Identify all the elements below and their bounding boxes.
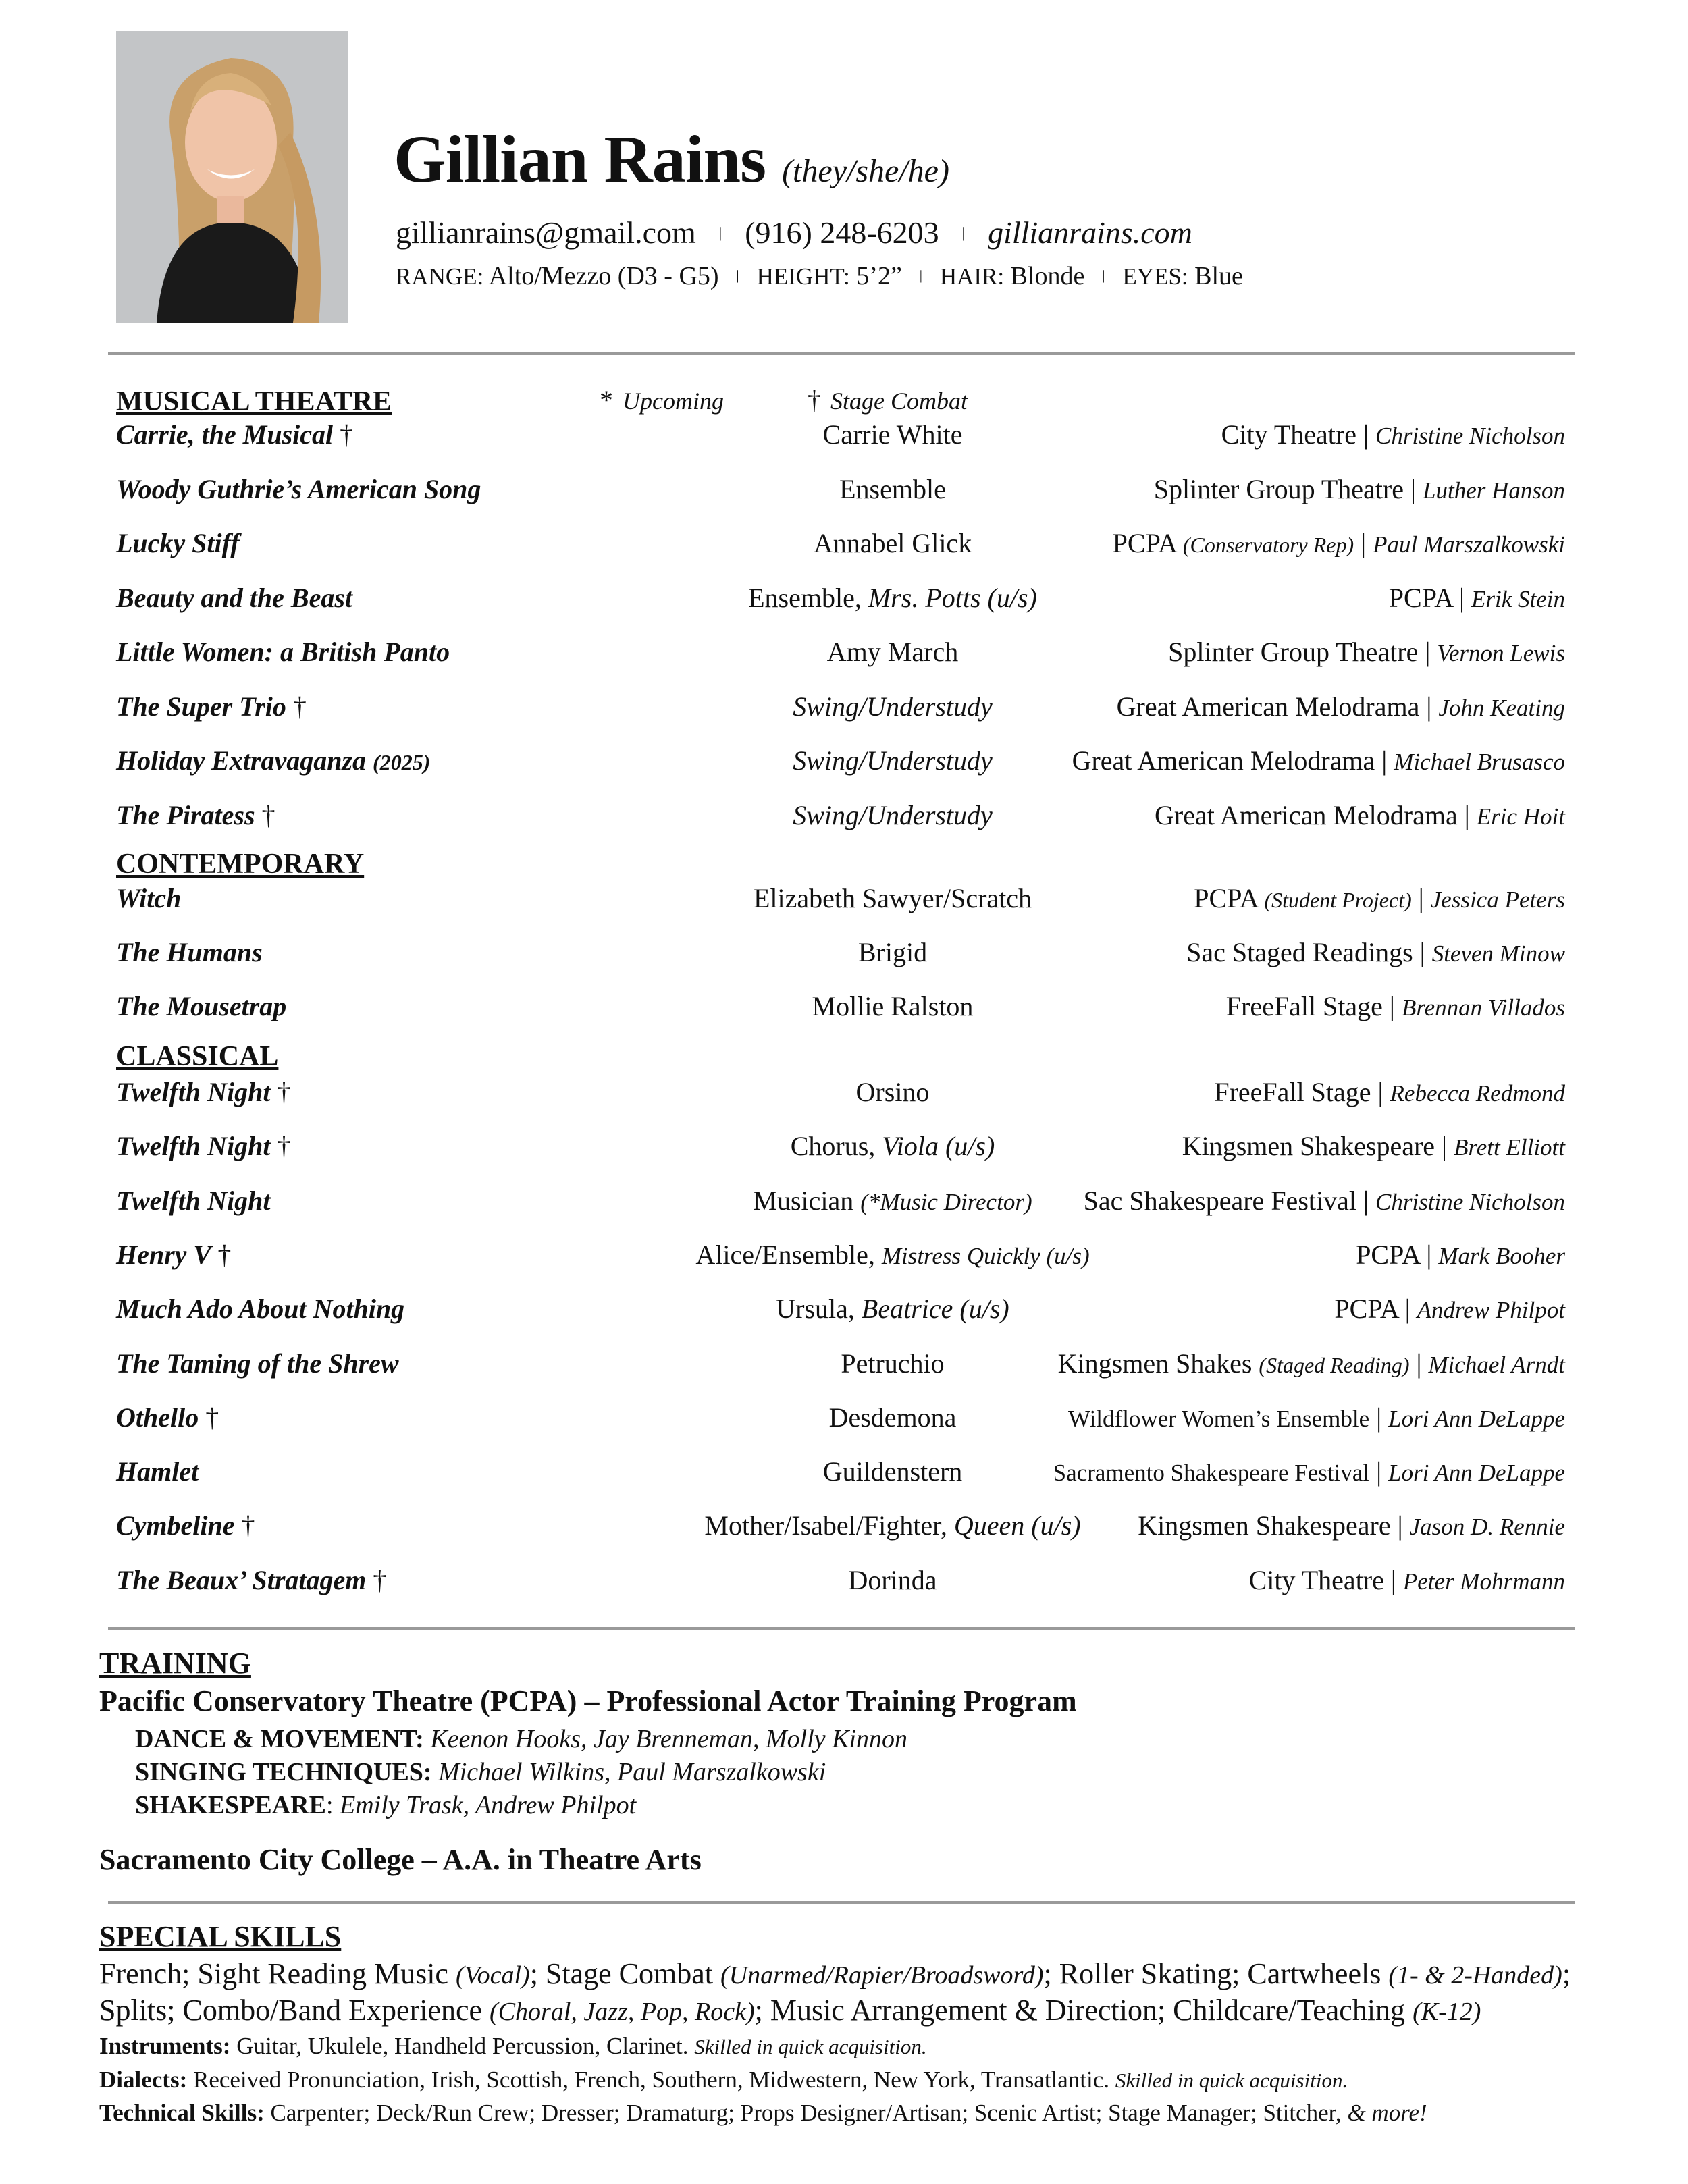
show-title: Cymbeline † bbox=[116, 1510, 255, 1541]
credit-row bbox=[116, 1564, 1565, 1607]
venue-director: Splinter Group Theatre | Luther Hanson bbox=[1153, 473, 1565, 504]
show-title: The Piratess † bbox=[116, 799, 275, 830]
dialects-note: Skilled in quick acquisition. bbox=[1115, 2069, 1348, 2092]
venue-director: PCPA | Erik Stein bbox=[1388, 582, 1565, 613]
instruments-list: Guitar, Ukulele, Handheld Percussion, Clarinet. bbox=[236, 2033, 689, 2059]
venue-director: Kingsmen Shakes (Staged Reading) | Michael Arndt bbox=[1057, 1348, 1565, 1379]
training-instructors: Keenon Hooks, Jay Brenneman, Molly Kinnon bbox=[430, 1725, 908, 1753]
venue-name: Splinter Group Theatre bbox=[1153, 473, 1404, 504]
show-title: Lucky Stiff bbox=[116, 528, 240, 558]
role-name: Guildenstern bbox=[822, 1456, 963, 1487]
show-title: Carrie, the Musical † bbox=[116, 419, 354, 450]
divider bbox=[108, 1627, 1575, 1630]
role-name: Amy March bbox=[826, 637, 959, 667]
separator: | bbox=[919, 268, 922, 284]
venue-name: PCPA bbox=[1356, 1239, 1420, 1270]
show-title: Twelfth Night bbox=[116, 1185, 271, 1216]
separator: | bbox=[736, 268, 739, 284]
director-name: Michael Brusasco bbox=[1394, 749, 1565, 775]
venue-director: City Theatre | Christine Nicholson bbox=[1221, 419, 1565, 450]
email[interactable]: gillianrains@gmail.com bbox=[396, 215, 696, 250]
stage-combat-mark: † bbox=[205, 1402, 219, 1433]
phone[interactable]: (916) 248-6203 bbox=[745, 215, 939, 250]
height-value: 5’2” bbox=[856, 262, 902, 290]
technical-list: Carpenter; Deck/Run Crew; Dresser; Dramaturg; Props Designer/Artisan; Scenic Artist; Stage Manager; Stitcher, bbox=[270, 2100, 1342, 2126]
skill-detail: (Unarmed/Rapier/Broadsword) bbox=[720, 1961, 1044, 1990]
show-title: Holiday Extravaganza (2025) bbox=[116, 745, 431, 776]
director-name: Eric Hoit bbox=[1476, 803, 1565, 830]
show-title: The Super Trio † bbox=[116, 691, 307, 722]
venue-name: Wildflower Women’s Ensemble bbox=[1067, 1405, 1370, 1432]
role-name: Chorus, Viola (u/s) bbox=[790, 1131, 995, 1162]
role-name: Ensemble bbox=[839, 473, 946, 504]
training-line-shakespeare: SHAKESPEARE: Emily Trask, Andrew Philpot bbox=[135, 1791, 637, 1819]
director-name: Michael Arndt bbox=[1428, 1351, 1565, 1378]
role-name bbox=[656, 693, 1129, 720]
show-title: Henry V † bbox=[116, 1239, 232, 1270]
role-name: Dorinda bbox=[848, 1564, 937, 1595]
show-title: Twelfth Night † bbox=[116, 1131, 291, 1162]
show-title: The Taming of the Shrew bbox=[116, 1348, 399, 1379]
director-name: Brett Elliott bbox=[1454, 1134, 1565, 1161]
role-name: Mother/Isabel/Fighter, Queen (u/s) bbox=[704, 1510, 1081, 1541]
range-label: RANGE: bbox=[396, 263, 484, 290]
stage-combat-mark: † bbox=[277, 1131, 291, 1162]
training-label: SINGING TECHNIQUES: bbox=[135, 1758, 432, 1786]
contact-line bbox=[396, 217, 1192, 248]
venue-director: Great American Melodrama | Michael Brusasco bbox=[1072, 745, 1565, 776]
credit-row bbox=[116, 993, 1565, 1034]
director-name: Steven Minow bbox=[1431, 940, 1565, 967]
venue-note: (Student Project) bbox=[1264, 888, 1412, 912]
actor-name: Gillian Rains (they/she/he) bbox=[394, 122, 949, 196]
upcoming-symbol: * bbox=[600, 385, 613, 415]
credit-row bbox=[116, 1458, 1565, 1499]
divider bbox=[108, 352, 1575, 355]
venue-note: (Staged Reading) bbox=[1259, 1352, 1410, 1377]
role-name: Alice/Ensemble, Mistress Quickly (u/s) bbox=[695, 1239, 1090, 1270]
show-title: Hamlet bbox=[116, 1456, 199, 1487]
venue-name: Kingsmen Shakespeare bbox=[1182, 1131, 1435, 1162]
venue-name: Great American Melodrama bbox=[1155, 799, 1458, 830]
venue-director: Kingsmen Shakespeare | Jason D. Rennie bbox=[1138, 1510, 1565, 1541]
hair-value: Blonde bbox=[1010, 262, 1085, 290]
separator: | bbox=[961, 224, 966, 242]
stage-combat-label: Stage Combat bbox=[830, 388, 968, 415]
venue-name: Great American Melodrama bbox=[1072, 745, 1375, 776]
venue-director: Great American Melodrama | Eric Hoit bbox=[1155, 799, 1565, 830]
role-name: Elizabeth Sawyer/Scratch bbox=[753, 883, 1032, 913]
stage-combat-mark: † bbox=[261, 799, 275, 830]
understudy-role: Queen (u/s) bbox=[953, 1510, 1081, 1541]
dialects-label: Dialects: bbox=[99, 2067, 188, 2093]
venue-name: Splinter Group Theatre bbox=[1168, 637, 1419, 667]
credit-row bbox=[116, 1350, 1565, 1391]
role-name: Ursula, Beatrice (u/s) bbox=[776, 1294, 1009, 1325]
credit-row bbox=[116, 1512, 1565, 1553]
understudy-role: Beatrice (u/s) bbox=[861, 1294, 1009, 1325]
venue-name: PCPA bbox=[1112, 528, 1176, 558]
skills-line: French; Sight Reading Music (Vocal); Stage Combat (Unarmed/Rapier/Broadsword); Roller Skating; Cartwheels (1- & 2-Handed); bbox=[99, 1957, 1571, 1990]
director-name: Brennan Villados bbox=[1401, 994, 1565, 1021]
dialects-list: Received Pronunciation, Irish, Scottish, French, Southern, Midwestern, New York, Transatlantic. bbox=[192, 2067, 1110, 2093]
stage-combat-mark: † bbox=[373, 1564, 387, 1595]
credit-row bbox=[116, 639, 1565, 679]
height-label: HEIGHT: bbox=[756, 263, 850, 290]
credit-row bbox=[116, 1185, 1565, 1228]
show-title: The Mousetrap bbox=[116, 991, 287, 1021]
instruments-label: Instruments: bbox=[99, 2033, 231, 2059]
credit-row bbox=[116, 530, 1565, 570]
director-name: Jason D. Rennie bbox=[1409, 1514, 1565, 1541]
dagger-symbol: † bbox=[807, 385, 821, 415]
director-name: Rebecca Redmond bbox=[1390, 1080, 1565, 1107]
website-link[interactable]: gillianrains.com bbox=[988, 215, 1192, 250]
pronouns: (they/she/he) bbox=[782, 153, 949, 189]
understudy-role: Swing/Understudy bbox=[793, 799, 993, 830]
credit-row bbox=[116, 693, 1565, 734]
venue-name: PCPA bbox=[1194, 883, 1258, 913]
venue-name: FreeFall Stage bbox=[1214, 1077, 1371, 1107]
credit-row bbox=[116, 747, 1565, 788]
credit-row bbox=[116, 885, 1565, 926]
credit-row bbox=[116, 1239, 1565, 1282]
training-instructors: Emily Trask, Andrew Philpot bbox=[340, 1791, 637, 1819]
show-title: Twelfth Night † bbox=[116, 1077, 291, 1107]
venue-director: Kingsmen Shakespeare | Brett Elliott bbox=[1182, 1131, 1565, 1162]
understudy-role: Swing/Understudy bbox=[793, 745, 993, 776]
director-name: Paul Marszalkowski bbox=[1373, 531, 1565, 558]
role-name bbox=[656, 747, 1129, 774]
training-label: SHAKESPEARE bbox=[135, 1791, 326, 1819]
separator: | bbox=[1102, 268, 1105, 284]
director-name: Erik Stein bbox=[1471, 585, 1565, 612]
venue-name: City Theatre bbox=[1221, 419, 1356, 450]
director-name: Luther Hanson bbox=[1423, 477, 1565, 504]
training-line-dance bbox=[135, 1726, 907, 1752]
director-name: Christine Nicholson bbox=[1375, 423, 1565, 449]
venue-name: FreeFall Stage bbox=[1225, 991, 1383, 1021]
understudy-role: Mrs. Potts (u/s) bbox=[868, 582, 1037, 613]
role-name: Petruchio bbox=[841, 1348, 945, 1379]
venue-director: FreeFall Stage | Rebecca Redmond bbox=[1214, 1077, 1565, 1107]
credit-row bbox=[116, 473, 1565, 516]
role-name: Ensemble, Mrs. Potts (u/s) bbox=[748, 582, 1037, 613]
role-name: Brigid bbox=[858, 937, 928, 967]
stage-combat-mark: † bbox=[292, 691, 307, 722]
venue-name: Sacramento Shakespeare Festival bbox=[1053, 1460, 1370, 1487]
director-name: Lori Ann DeLappe bbox=[1388, 1405, 1565, 1432]
show-title: Much Ado About Nothing bbox=[116, 1294, 405, 1325]
show-title: Little Women: a British Panto bbox=[116, 637, 450, 667]
venue-director: City Theatre | Peter Mohrmann bbox=[1248, 1564, 1565, 1595]
venue-name: Kingsmen Shakes bbox=[1057, 1348, 1252, 1379]
section-heading-contemporary: CONTEMPORARY bbox=[116, 849, 365, 880]
credit-row bbox=[116, 1079, 1565, 1119]
director-name: John Keating bbox=[1438, 694, 1565, 721]
dialects-line bbox=[99, 2068, 1348, 2092]
venue-director: PCPA (Conservatory Rep) | Paul Marszalkowski bbox=[1112, 528, 1565, 558]
technical-more: & more! bbox=[1347, 2100, 1427, 2126]
credit-row bbox=[116, 1296, 1565, 1336]
stage-combat-mark: † bbox=[241, 1510, 255, 1541]
venue-name: PCPA bbox=[1334, 1294, 1398, 1325]
venue-director: FreeFall Stage | Brennan Villados bbox=[1225, 991, 1565, 1021]
training-line-singing bbox=[135, 1759, 826, 1785]
show-note: (2025) bbox=[373, 750, 431, 774]
hair-label: HAIR: bbox=[939, 263, 1005, 290]
show-title: The Beaux’ Stratagem † bbox=[116, 1564, 387, 1595]
eyes-label: EYES: bbox=[1122, 263, 1188, 290]
skill-detail: (Vocal) bbox=[455, 1961, 530, 1990]
show-title: Othello † bbox=[116, 1402, 219, 1433]
eyes-value: Blue bbox=[1194, 262, 1243, 290]
role-name: Desdemona bbox=[828, 1402, 957, 1433]
show-title: Beauty and the Beast bbox=[116, 582, 353, 613]
role-name: Mollie Ralston bbox=[812, 991, 974, 1021]
role-name: Orsino bbox=[855, 1077, 930, 1107]
role-name bbox=[656, 799, 1129, 830]
director-name: Andrew Philpot bbox=[1417, 1297, 1565, 1324]
venue-name: PCPA bbox=[1388, 582, 1452, 613]
section-heading-musical-theatre: MUSICAL THEATRE bbox=[116, 386, 392, 417]
headshot-photo bbox=[116, 31, 348, 323]
technical-label: Technical Skills: bbox=[99, 2100, 265, 2126]
instruments-line bbox=[99, 2034, 927, 2058]
understudy-role: Viola (u/s) bbox=[882, 1131, 995, 1162]
venue-name: City Theatre bbox=[1248, 1564, 1384, 1595]
venue-name: Sac Staged Readings bbox=[1186, 937, 1413, 967]
role-name: Annabel Glick bbox=[813, 528, 972, 558]
skills-line: Splits; Combo/Band Experience (Choral, Jazz, Pop, Rock); Music Arrangement & Direction; Childcare/Teaching (K-12) bbox=[99, 1994, 1481, 2027]
stage-combat-mark: † bbox=[277, 1077, 291, 1107]
skill-detail: (1- & 2-Handed) bbox=[1388, 1961, 1562, 1990]
skill-detail: (K-12) bbox=[1413, 1998, 1481, 2026]
venue-name: Sac Shakespeare Festival bbox=[1083, 1185, 1356, 1216]
understudy-role: Swing/Understudy bbox=[793, 691, 993, 722]
venue-director: Sac Staged Readings | Steven Minow bbox=[1186, 937, 1565, 967]
director-name: Peter Mohrmann bbox=[1402, 1568, 1565, 1595]
director-name: Jessica Peters bbox=[1430, 886, 1565, 913]
venue-director: PCPA (Student Project) | Jessica Peters bbox=[1194, 883, 1565, 913]
separator: | bbox=[718, 224, 722, 242]
venue-note: (Conservatory Rep) bbox=[1182, 533, 1354, 557]
stage-combat-mark: † bbox=[217, 1239, 232, 1270]
venue-name: Kingsmen Shakespeare bbox=[1138, 1510, 1391, 1541]
show-title: Woody Guthrie’s American Song bbox=[116, 473, 481, 504]
director-name: Lori Ann DeLappe bbox=[1388, 1460, 1565, 1487]
show-title: The Humans bbox=[116, 937, 263, 967]
venue-director: Splinter Group Theatre | Vernon Lewis bbox=[1168, 637, 1565, 667]
section-heading-training: TRAINING bbox=[99, 1647, 251, 1680]
director-name: Mark Booher bbox=[1438, 1242, 1565, 1269]
director-name: Vernon Lewis bbox=[1437, 640, 1565, 666]
section-heading-special-skills: SPECIAL SKILLS bbox=[99, 1920, 342, 1953]
venue-director: Sac Shakespeare Festival | Christine Nicholson bbox=[1083, 1185, 1565, 1216]
instruments-note: Skilled in quick acquisition. bbox=[694, 2035, 927, 2058]
role-name: Carrie White bbox=[822, 419, 963, 450]
director-name: Christine Nicholson bbox=[1375, 1188, 1565, 1215]
credit-row bbox=[116, 582, 1565, 625]
training-instructors: Michael Wilkins, Paul Marszalkowski bbox=[438, 1758, 826, 1786]
venue-director: Wildflower Women’s Ensemble | Lori Ann DeLappe bbox=[1067, 1402, 1565, 1433]
upcoming-label: Upcoming bbox=[623, 388, 724, 415]
venue-director: Sacramento Shakespeare Festival | Lori Ann DeLappe bbox=[1053, 1456, 1565, 1487]
credit-row bbox=[116, 799, 1565, 843]
role-note: (*Music Director) bbox=[860, 1188, 1032, 1215]
role-note: Mistress Quickly (u/s) bbox=[881, 1242, 1090, 1269]
venue-name: Great American Melodrama bbox=[1116, 691, 1420, 722]
venue-director: PCPA | Mark Booher bbox=[1356, 1239, 1565, 1270]
divider bbox=[108, 1901, 1575, 1904]
credits-legend bbox=[600, 387, 968, 414]
credit-row bbox=[116, 1404, 1565, 1445]
role-name: Musician (*Music Director) bbox=[753, 1185, 1032, 1216]
credit-row bbox=[116, 939, 1565, 980]
show-title: Witch bbox=[116, 883, 182, 913]
venue-director: Great American Melodrama | John Keating bbox=[1116, 691, 1565, 722]
college-degree: Sacramento City College – A.A. in Theatre Arts bbox=[99, 1843, 702, 1876]
stage-combat-mark: † bbox=[340, 419, 354, 450]
training-program: Pacific Conservatory Theatre (PCPA) – Professional Actor Training Program bbox=[99, 1684, 1077, 1717]
range-value: Alto/Mezzo (D3 - G5) bbox=[488, 262, 719, 290]
venue-director: PCPA | Andrew Philpot bbox=[1334, 1294, 1565, 1325]
skill-detail: (Choral, Jazz, Pop, Rock) bbox=[490, 1998, 755, 2026]
vital-stats bbox=[396, 263, 1243, 289]
credit-row bbox=[116, 1133, 1565, 1173]
technical-skills-line bbox=[99, 2101, 1427, 2125]
section-heading-classical: CLASSICAL bbox=[116, 1041, 279, 1072]
credit-row bbox=[116, 421, 1565, 462]
training-label: DANCE & MOVEMENT: bbox=[135, 1725, 424, 1753]
